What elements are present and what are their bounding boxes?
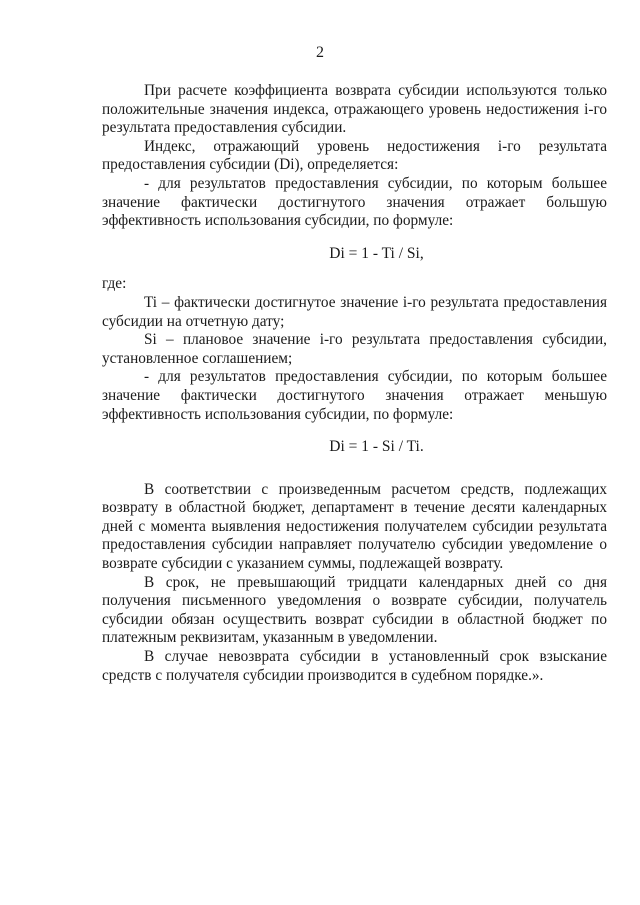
paragraph-case-greater-effectiveness: - для результатов предоставления субсидии, по которым большее значение фактически достигнутого значения отражает большую эффективность использования субсидии, по формуле: [102, 174, 607, 230]
definition-ti: Ti – фактически достигнутое значение i-го результата предоставления субсидии на отчетную дату; [102, 293, 607, 330]
formula-greater-effectiveness: Di = 1 - Ti / Si, [329, 244, 424, 262]
paragraph-return-deadline: В срок, не превышающий тридцати календарных дней со дня получения письменного уведомления о возврате субсидии, получатель субсидии обязан осуществить возврат субсидии в областной бюджет по платежным реквизитам, указанным в уведомлении. [102, 573, 607, 647]
formula-lesser-effectiveness: Di = 1 - Si / Ti. [329, 438, 424, 456]
paragraph-coefficient-note: При расчете коэффициента возврата субсидии используются только положительные значения индекса, отражающего уровень недостижения i-го результата предоставления субсидии. [102, 82, 607, 137]
page-number: 2 [316, 44, 324, 61]
document-body [102, 82, 607, 685]
definition-si: Si – плановое значение i-го результата предоставления субсидии, установленное соглашением; [102, 331, 607, 367]
paragraph-case-lesser-effectiveness: - для результатов предоставления субсидии, по которым большее значение фактически достигнутого значения отражает меньшую эффективность использования субсидии, по формуле: [102, 368, 607, 423]
where-label: где: [102, 275, 127, 293]
paragraph-court-recovery: В случае невозврата субсидии в установленный срок взыскание средств с получателя субсидии производится в судебном порядке.». [102, 648, 607, 684]
paragraph-index-definition: Индекс, отражающий уровень недостижения i-го результата предоставления субсидии (Di), определяется: [102, 137, 607, 174]
paragraph-return-notice: В соответствии с произведенным расчетом средств, подлежащих возврату в областной бюджет, департамент в течение десяти календарных дней с момента выявления недостижения получателем субсидии результата предоставления субсидии направляет получателю субсидии уведомление о возврате субсидии с указанием суммы, подлежащей возврату. [102, 480, 607, 573]
